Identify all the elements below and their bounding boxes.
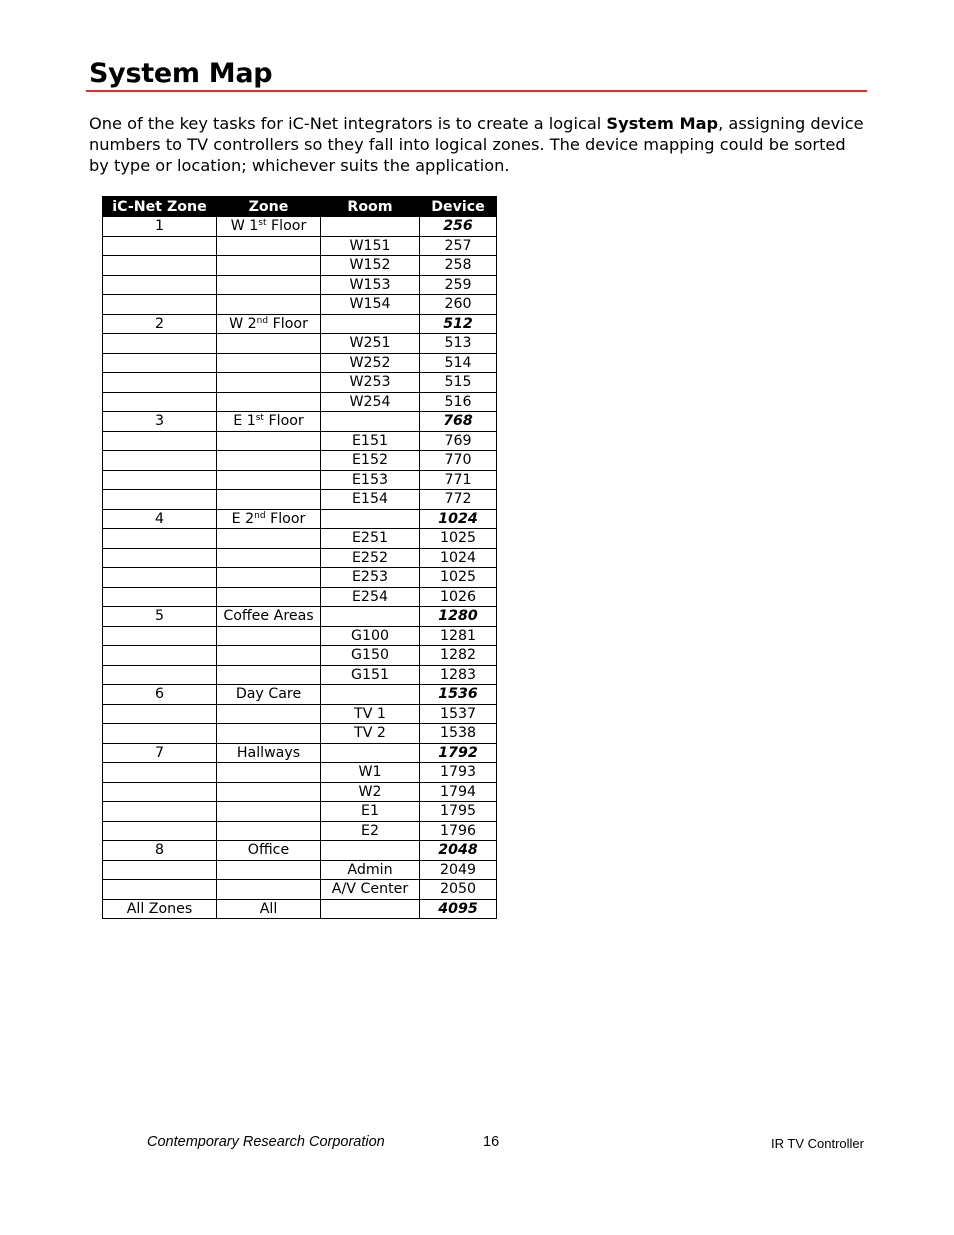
cell-device: 256	[420, 217, 497, 237]
cell-icnet-zone	[103, 860, 217, 880]
header-icnet-zone: iC-Net Zone	[103, 197, 217, 217]
cell-zone	[217, 373, 321, 393]
table-row	[103, 256, 497, 276]
cell-zone	[217, 782, 321, 802]
table-row	[103, 392, 497, 412]
cell-room: E1	[321, 802, 420, 822]
zone-floor-label: Floor	[266, 218, 307, 235]
cell-zone	[217, 860, 321, 880]
cell-icnet-zone	[103, 568, 217, 588]
cell-device: 1538	[420, 724, 497, 744]
cell-device: 1536	[420, 685, 497, 705]
cell-zone	[217, 646, 321, 666]
cell-room	[321, 314, 420, 334]
cell-icnet-zone: 4	[103, 509, 217, 529]
cell-room: E154	[321, 490, 420, 510]
table-row	[103, 353, 497, 373]
table-row	[103, 509, 497, 529]
zone-label: E 2	[231, 510, 255, 527]
cell-device: 257	[420, 236, 497, 256]
cell-zone	[217, 529, 321, 549]
cell-zone	[217, 626, 321, 646]
cell-device: 1281	[420, 626, 497, 646]
cell-room: E254	[321, 587, 420, 607]
cell-zone: Hallways	[217, 743, 321, 763]
intro-paragraph	[89, 113, 869, 176]
table-row	[103, 587, 497, 607]
cell-icnet-zone	[103, 529, 217, 549]
zone-label: W 2	[229, 315, 257, 332]
cell-device: 512	[420, 314, 497, 334]
cell-room: G100	[321, 626, 420, 646]
cell-device: 1794	[420, 782, 497, 802]
cell-icnet-zone	[103, 373, 217, 393]
cell-room: W151	[321, 236, 420, 256]
cell-zone	[217, 392, 321, 412]
header-room: Room	[321, 197, 420, 217]
cell-icnet-zone	[103, 821, 217, 841]
cell-icnet-zone	[103, 802, 217, 822]
cell-device: 1795	[420, 802, 497, 822]
cell-icnet-zone	[103, 782, 217, 802]
cell-room: W253	[321, 373, 420, 393]
cell-device: 515	[420, 373, 497, 393]
cell-zone	[217, 802, 321, 822]
cell-zone	[217, 880, 321, 900]
cell-zone	[217, 548, 321, 568]
cell-device: 1024	[420, 548, 497, 568]
cell-zone: Coffee Areas	[217, 607, 321, 627]
cell-zone	[217, 295, 321, 315]
cell-device: 1537	[420, 704, 497, 724]
cell-device: 1792	[420, 743, 497, 763]
cell-zone	[217, 353, 321, 373]
cell-room	[321, 841, 420, 861]
cell-icnet-zone	[103, 392, 217, 412]
intro-text-2: , assigning device numbers to TV controllers so they fall into logical zones. The device mapping could be sorted by type or location; whichever suits the application.	[89, 114, 864, 175]
zone-label: W 1	[230, 218, 259, 235]
cell-device: 768	[420, 412, 497, 432]
cell-zone: Day Care	[217, 685, 321, 705]
table-row	[103, 236, 497, 256]
cell-room: E252	[321, 548, 420, 568]
cell-zone	[217, 412, 321, 432]
cell-zone	[217, 334, 321, 354]
cell-device: 1280	[420, 607, 497, 627]
cell-zone	[217, 217, 321, 237]
title-divider	[86, 90, 867, 92]
cell-icnet-zone	[103, 295, 217, 315]
cell-device: 1025	[420, 529, 497, 549]
table-row	[103, 685, 497, 705]
cell-zone	[217, 704, 321, 724]
header-device: Device	[420, 197, 497, 217]
cell-device: 769	[420, 431, 497, 451]
cell-icnet-zone	[103, 256, 217, 276]
zone-label: E 1	[233, 413, 256, 430]
table-row	[103, 626, 497, 646]
zone-ordinal-suffix: st	[258, 218, 267, 229]
page-title: System Map	[89, 58, 273, 89]
table-row	[103, 821, 497, 841]
cell-device: 258	[420, 256, 497, 276]
cell-room: W251	[321, 334, 420, 354]
table-row	[103, 665, 497, 685]
cell-room: E251	[321, 529, 420, 549]
table-row	[103, 529, 497, 549]
cell-device: 514	[420, 353, 497, 373]
cell-zone	[217, 256, 321, 276]
cell-icnet-zone	[103, 880, 217, 900]
zone-ordinal-suffix: nd	[254, 510, 266, 521]
cell-device: 1796	[420, 821, 497, 841]
cell-room	[321, 685, 420, 705]
table-row	[103, 704, 497, 724]
footer-page-number: 16	[483, 1134, 500, 1150]
footer-company: Contemporary Research Corporation	[147, 1134, 385, 1150]
cell-device: 1282	[420, 646, 497, 666]
table-row	[103, 743, 497, 763]
cell-zone	[217, 451, 321, 471]
cell-zone	[217, 568, 321, 588]
cell-room: W152	[321, 256, 420, 276]
cell-device: 771	[420, 470, 497, 490]
cell-icnet-zone: 6	[103, 685, 217, 705]
cell-device: 4095	[420, 899, 497, 919]
zone-floor-label: Floor	[265, 510, 306, 527]
cell-device: 260	[420, 295, 497, 315]
cell-icnet-zone	[103, 236, 217, 256]
cell-device: 772	[420, 490, 497, 510]
cell-icnet-zone: All Zones	[103, 899, 217, 919]
cell-room	[321, 412, 420, 432]
table-row	[103, 295, 497, 315]
cell-icnet-zone	[103, 353, 217, 373]
cell-icnet-zone: 5	[103, 607, 217, 627]
table-row	[103, 802, 497, 822]
table-row	[103, 490, 497, 510]
cell-room: W2	[321, 782, 420, 802]
intro-bold-term: System Map	[606, 114, 719, 133]
cell-room: TV 1	[321, 704, 420, 724]
table-row	[103, 470, 497, 490]
cell-zone	[217, 763, 321, 783]
cell-device: 1024	[420, 509, 497, 529]
table-row	[103, 841, 497, 861]
cell-room: G151	[321, 665, 420, 685]
table-row	[103, 724, 497, 744]
cell-device: 1025	[420, 568, 497, 588]
intro-text-1: One of the key tasks for iC-Net integrators is to create a logical	[89, 114, 607, 133]
system-map-table	[102, 196, 497, 919]
cell-zone	[217, 236, 321, 256]
table-row	[103, 314, 497, 334]
cell-room: E152	[321, 451, 420, 471]
cell-device: 516	[420, 392, 497, 412]
cell-zone	[217, 490, 321, 510]
cell-room: E151	[321, 431, 420, 451]
cell-room	[321, 899, 420, 919]
table-row	[103, 782, 497, 802]
cell-icnet-zone	[103, 724, 217, 744]
zone-floor-label: Floor	[263, 413, 304, 430]
cell-icnet-zone	[103, 665, 217, 685]
cell-icnet-zone	[103, 431, 217, 451]
cell-room	[321, 217, 420, 237]
cell-device: 513	[420, 334, 497, 354]
cell-icnet-zone	[103, 704, 217, 724]
cell-room: A/V Center	[321, 880, 420, 900]
cell-room: W153	[321, 275, 420, 295]
cell-device: 2049	[420, 860, 497, 880]
cell-icnet-zone	[103, 763, 217, 783]
cell-room	[321, 607, 420, 627]
table-row	[103, 860, 497, 880]
table-body	[103, 217, 497, 919]
table-row	[103, 646, 497, 666]
table-header-row	[103, 197, 497, 217]
cell-device: 770	[420, 451, 497, 471]
cell-device: 1283	[420, 665, 497, 685]
cell-icnet-zone	[103, 626, 217, 646]
cell-zone	[217, 431, 321, 451]
footer-product: IR TV Controller	[771, 1136, 864, 1151]
table-row	[103, 899, 497, 919]
cell-icnet-zone: 3	[103, 412, 217, 432]
table-row	[103, 880, 497, 900]
cell-device: 1793	[420, 763, 497, 783]
cell-zone: Office	[217, 841, 321, 861]
cell-icnet-zone	[103, 275, 217, 295]
cell-room: E253	[321, 568, 420, 588]
cell-room: E2	[321, 821, 420, 841]
cell-zone	[217, 724, 321, 744]
cell-room: W154	[321, 295, 420, 315]
cell-icnet-zone	[103, 587, 217, 607]
cell-device: 2050	[420, 880, 497, 900]
cell-room: E153	[321, 470, 420, 490]
table-row	[103, 373, 497, 393]
cell-room: W254	[321, 392, 420, 412]
zone-ordinal-suffix: st	[255, 413, 264, 424]
cell-zone	[217, 275, 321, 295]
header-zone: Zone	[217, 197, 321, 217]
table-row	[103, 607, 497, 627]
cell-icnet-zone: 7	[103, 743, 217, 763]
table-row	[103, 334, 497, 354]
cell-zone	[217, 314, 321, 334]
cell-icnet-zone: 8	[103, 841, 217, 861]
cell-device: 1026	[420, 587, 497, 607]
table-row	[103, 275, 497, 295]
table-row	[103, 431, 497, 451]
cell-room	[321, 509, 420, 529]
cell-icnet-zone	[103, 490, 217, 510]
cell-room: W252	[321, 353, 420, 373]
table-row	[103, 451, 497, 471]
cell-icnet-zone: 2	[103, 314, 217, 334]
zone-floor-label: Floor	[268, 315, 308, 332]
cell-room: TV 2	[321, 724, 420, 744]
table-row	[103, 217, 497, 237]
cell-room: Admin	[321, 860, 420, 880]
cell-zone	[217, 665, 321, 685]
cell-icnet-zone	[103, 334, 217, 354]
cell-icnet-zone	[103, 451, 217, 471]
cell-zone	[217, 587, 321, 607]
cell-icnet-zone	[103, 548, 217, 568]
table-row	[103, 568, 497, 588]
table-row	[103, 763, 497, 783]
cell-icnet-zone	[103, 470, 217, 490]
cell-room: W1	[321, 763, 420, 783]
cell-zone	[217, 470, 321, 490]
cell-zone: All	[217, 899, 321, 919]
cell-room	[321, 743, 420, 763]
cell-zone	[217, 821, 321, 841]
zone-ordinal-suffix: nd	[256, 315, 269, 326]
table-row	[103, 548, 497, 568]
cell-zone	[217, 509, 321, 529]
cell-room: G150	[321, 646, 420, 666]
table-row	[103, 412, 497, 432]
cell-device: 2048	[420, 841, 497, 861]
cell-device: 259	[420, 275, 497, 295]
cell-icnet-zone: 1	[103, 217, 217, 237]
cell-icnet-zone	[103, 646, 217, 666]
